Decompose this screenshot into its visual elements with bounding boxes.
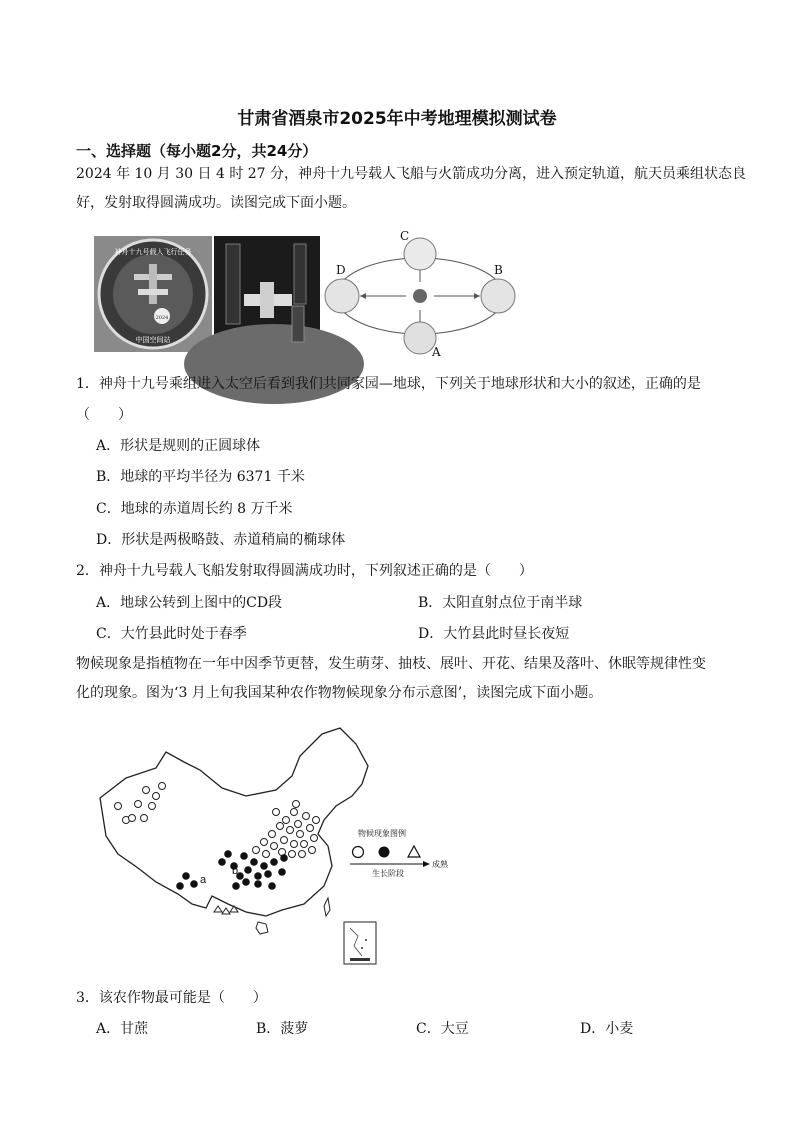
legend-arrow-label: 成熟 <box>432 860 448 869</box>
question-1-option-b[interactable]: B．地球的平均半径为 6371 千米 <box>96 469 305 485</box>
map-legend <box>350 828 449 878</box>
triangle-markers <box>214 906 238 914</box>
question-2-option-a[interactable]: A．地球公转到上图中的CD段 <box>96 595 283 611</box>
hainan-island <box>256 922 268 934</box>
orbit-label-a: A <box>432 345 441 359</box>
question-3-option-a[interactable]: A．甘蔗 <box>96 1021 149 1037</box>
question-1-stem-line-1: 1．神舟十九号乘组进入太空后看到我们共同家园—地球，下列关于地球形状和大小的叙述，正确的是 <box>76 376 701 392</box>
question-2-option-d[interactable]: D．大竹县此时昼长夜短 <box>418 626 570 642</box>
map-label-a: a <box>200 874 207 886</box>
earth-d-icon <box>325 279 359 313</box>
question-1-option-d[interactable]: D．形状是两极略鼓、赤道稍扁的椭球体 <box>96 532 346 548</box>
badge-year: 2024 <box>155 315 169 321</box>
sun-icon <box>413 289 427 303</box>
earth-orbit-diagram <box>325 229 515 359</box>
taiwan-island <box>324 898 330 916</box>
legend-triangle-icon <box>408 846 420 857</box>
question-1-option-c[interactable]: C．地球的赤道周长约 8 万千米 <box>96 501 293 517</box>
intro-1-line-2: 好，发射取得圆满成功。读图完成下面小题。 <box>76 195 356 211</box>
question-2-stem: 2．神舟十九号载人飞船发射取得圆满成功时，下列叙述正确的是（ ） <box>76 563 533 579</box>
china-map-svg <box>96 726 446 971</box>
intro-2-line-1: 物候现象是指植物在一年中因季节更替，发生萌芽、抽枝、展叶、开花、结果及落叶、休眠等规律性变 <box>76 656 706 672</box>
question-2-option-b[interactable]: B．太阳直射点位于南半球 <box>418 595 583 611</box>
earth-b-icon <box>481 279 515 313</box>
question-2-option-c[interactable]: C．大竹县此时处于春季 <box>96 626 247 642</box>
south-china-sea-inset <box>344 922 376 964</box>
orbit-label-c: C <box>400 229 410 243</box>
intro-1-line-1: 2024 年 10 月 30 日 4 时 27 分，神舟十九号载人飞船与火箭成功分离，进入预定轨道，航天员乘组状态良 <box>76 166 747 182</box>
question-3-option-d[interactable]: D．小麦 <box>580 1021 634 1037</box>
question-1-option-a[interactable]: A．形状是规则的正圆球体 <box>96 438 261 454</box>
intro-paragraph-2 <box>76 650 756 708</box>
question-1-stem-line-2: （ ） <box>76 407 132 423</box>
badge-bottom-text: 中国空间站 <box>135 336 171 344</box>
badge-top-text: 神舟十九号载人飞行任务 <box>114 248 192 256</box>
legend-filled-circle-icon <box>379 847 390 858</box>
intro-paragraph-1 <box>76 160 756 218</box>
intro-2-line-2: 化的现象。图为‘3 月上旬我国某种农作物物候现象分布示意图’，读图完成下面小题。 <box>76 685 603 701</box>
orbit-label-d: D <box>336 263 346 277</box>
figure-2-phenology-map <box>96 726 446 971</box>
section-title: 一、选择题（每小题2分，共24分） <box>76 142 318 160</box>
figure-1-svg <box>94 229 534 360</box>
legend-stage-label: 生长阶段 <box>372 869 404 878</box>
legend-title: 物候现象图例 <box>358 829 406 838</box>
question-3-option-c[interactable]: C．大豆 <box>416 1021 469 1037</box>
map-label-b: b <box>232 865 239 877</box>
question-3-option-b[interactable]: B．菠萝 <box>256 1021 309 1037</box>
question-3-stem: 3．该农作物最可能是（ ） <box>76 990 267 1006</box>
figure-1 <box>94 229 534 360</box>
legend-open-circle-icon <box>353 847 364 858</box>
mission-badge-image <box>94 236 212 352</box>
page-title: 甘肃省酒泉市2025年中考地理模拟测试卷 <box>237 109 557 129</box>
orbit-label-b: B <box>494 263 503 277</box>
